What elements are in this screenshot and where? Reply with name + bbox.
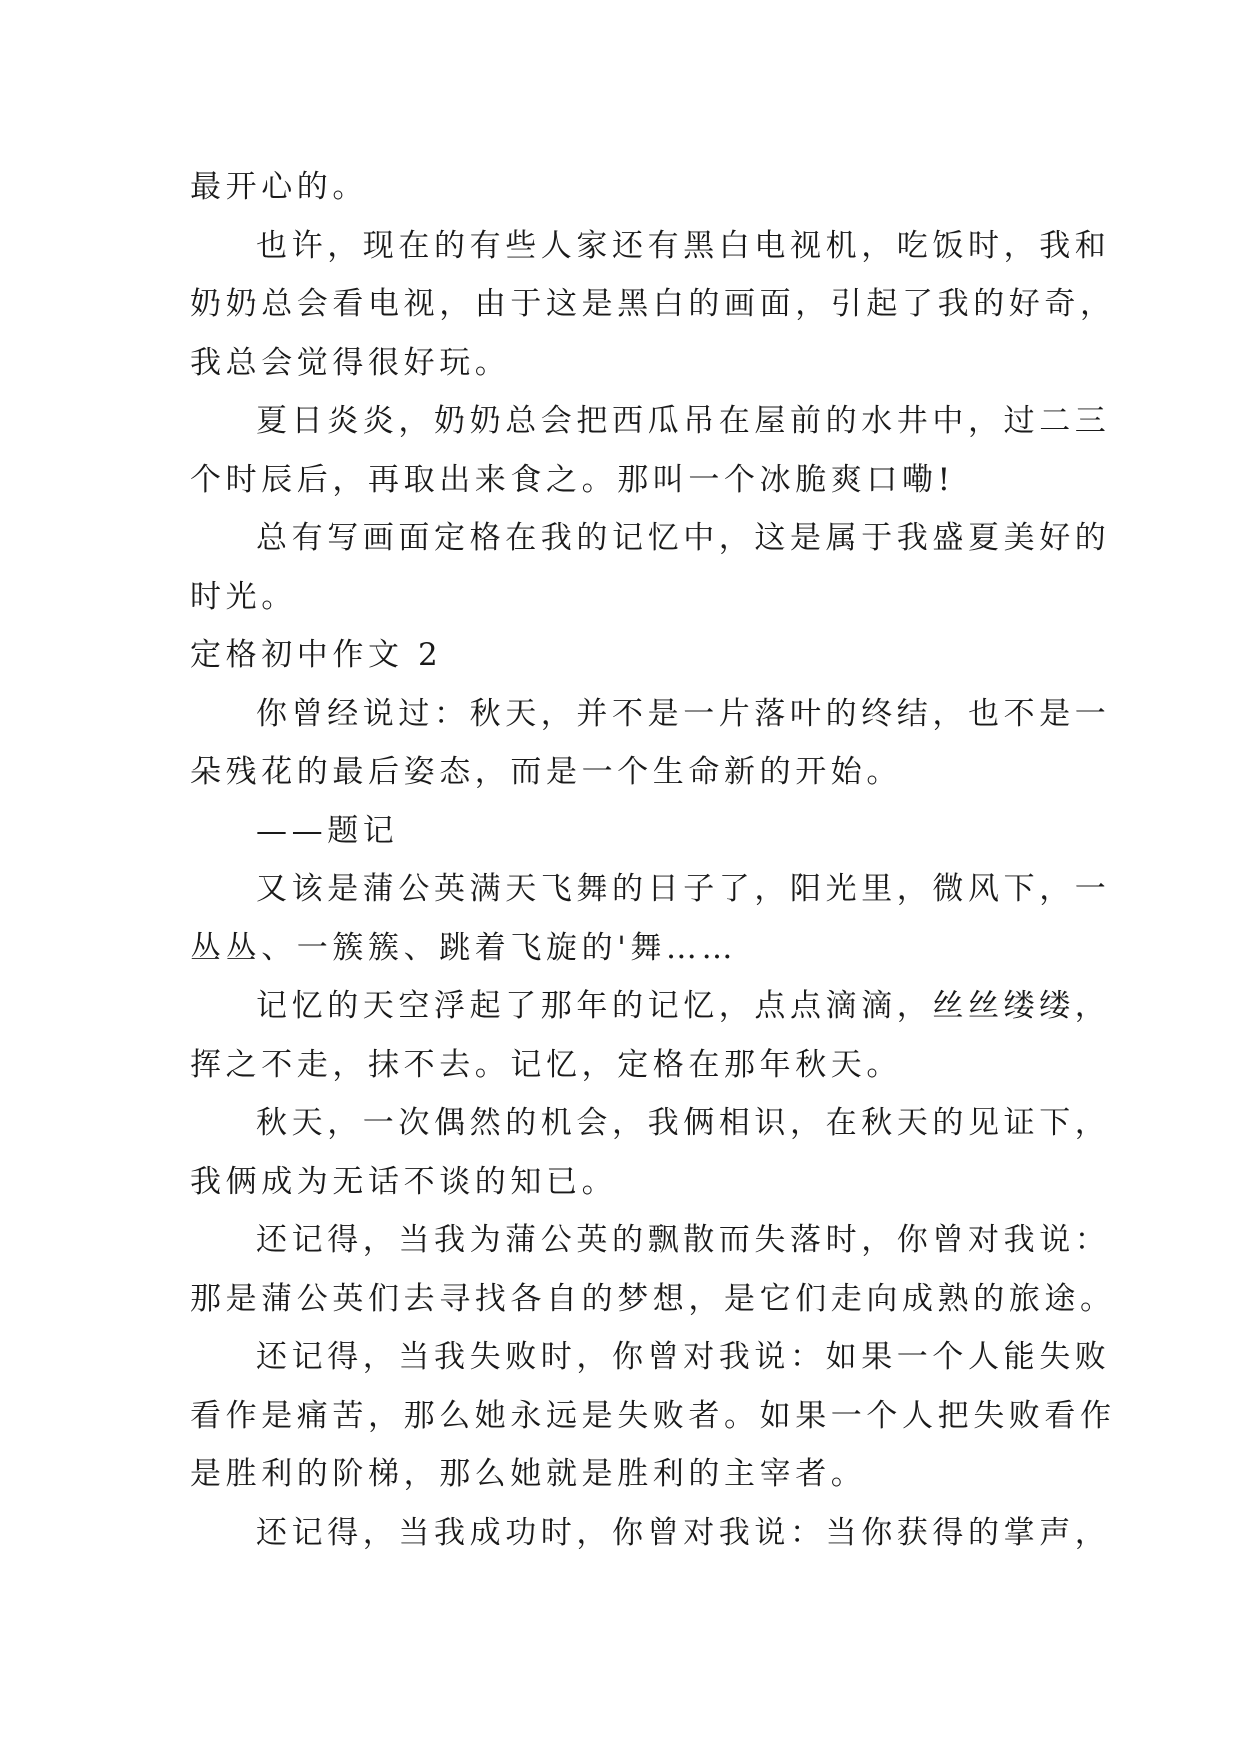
text-line: 我俩成为无话不谈的知已。 [190,1163,618,1200]
text-line: 也许，现在的有些人家还有黑白电视机，吃饭时，我和 [256,227,1111,264]
text-line: 那是蒲公英们去寻找各自的梦想，是它们走向成熟的旅途。 [190,1280,1116,1317]
text-line: 挥之不走，抹不去。记忆，定格在那年秋天。 [190,1046,902,1083]
text-line: 朵残花的最后姿态，而是一个生命新的开始。 [190,754,902,790]
text-line: 记忆的天空浮起了那年的记忆，点点滴滴，丝丝缕缕， [256,988,1111,1024]
text-line: 又该是蒲公英满天飞舞的日子了，阳光里，微风下，一 [256,871,1111,907]
text-line: 丛丛、一簇簇、跳着飞旋的'舞…… [190,929,738,966]
text-line: 是胜利的阶梯，那么她就是胜利的主宰者。 [190,1456,867,1492]
essay-text [190,158,1116,1562]
text-line: 还记得，当我失败时，你曾对我说：如果一个人能失败 [256,1339,1111,1375]
text-line: 奶奶总会看电视，由于这是黑白的画面，引起了我的好奇， [190,286,1116,322]
text-line: 还记得，当我成功时，你曾对我说：当你获得的掌声， [256,1514,1111,1551]
text-line: 看作是痛苦，那么她永远是失败者。如果一个人把失败看作 [190,1397,1116,1434]
text-line: 还记得，当我为蒲公英的飘散而失落时，你曾对我说： [256,1222,1111,1258]
section-heading: 定格初中作文 2 [190,637,443,673]
text-line: 夏日炎炎，奶奶总会把西瓜吊在屋前的水井中，过二三 [256,403,1111,439]
text-line: 秋天，一次偶然的机会，我俩相识，在秋天的见证下， [256,1105,1111,1141]
text-line: 总有写画面定格在我的记忆中，这是属于我盛夏美好的 [256,520,1111,556]
text-line: 最开心的。 [190,169,368,205]
text-line: 个时辰后，再取出来食之。那叫一个冰脆爽口嘞! [190,461,955,498]
text-line: 我总会觉得很好玩。 [190,344,511,381]
text-line: 时光。 [190,578,297,615]
text-line: 你曾经说过：秋天，并不是一片落叶的终结，也不是一 [256,695,1111,732]
epigraph-attribution: ——题记 [256,812,399,849]
